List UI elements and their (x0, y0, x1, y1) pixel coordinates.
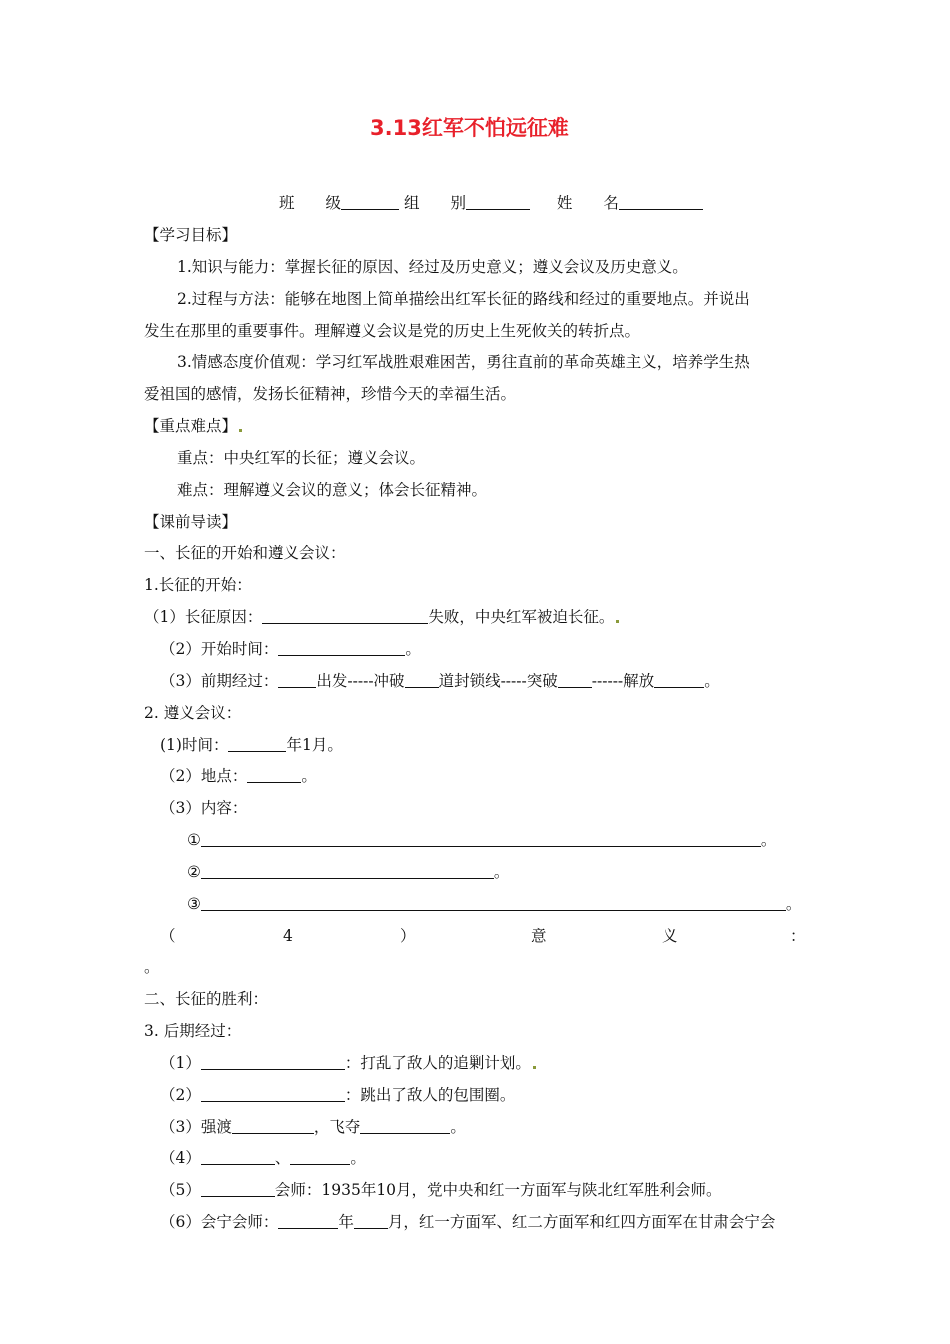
q1-reason: （1）长征原因： 失败，中央红军被迫长征。 (144, 607, 619, 627)
section-key: 【重点难点】 (144, 416, 242, 436)
later-1-blank[interactable] (201, 1053, 345, 1070)
liberate-blank[interactable] (654, 671, 704, 688)
later-4-blank-b[interactable] (290, 1148, 350, 1165)
blockade-count-blank[interactable] (405, 671, 439, 688)
significance-end: 。 (144, 958, 160, 976)
significance-paren-close: ） (400, 927, 416, 945)
goal-3-line2: 爱祖国的感情，发扬长征精神，珍惜今天的幸福生活。 (144, 385, 517, 403)
q1-time: （2）开始时间： 。 (160, 640, 421, 658)
page-title: 3.13红军不怕远征难 (370, 116, 569, 140)
class-blank[interactable] (341, 193, 399, 210)
q1-heading: 1.长征的开始： (144, 576, 252, 594)
zunyi-year-blank[interactable] (228, 735, 286, 752)
q1-process: （3）前期经过： 出发-----冲破 道封锁线-----突破 ------解放 。 (160, 672, 720, 690)
mark-dot (616, 620, 619, 623)
significance-char-2: 义 (662, 927, 678, 945)
significance-char-1: 意 (531, 927, 547, 945)
q2-content: （3）内容： (160, 799, 248, 817)
zunyi-place-blank[interactable] (247, 766, 301, 783)
huining-month-blank[interactable] (354, 1212, 388, 1229)
later-6: （6）会宁会师： 年 月，红一方面军、红二方面军和红四方面军在甘肃会宁会 (160, 1213, 776, 1231)
mark-dot (239, 429, 242, 432)
bridge-capture-blank[interactable] (360, 1117, 450, 1134)
goal-2-line1: 2.过程与方法：能够在地图上简单描绘出红军长征的路线和经过的重要地点。并说出 (177, 290, 750, 308)
breakthrough-blank[interactable] (558, 671, 592, 688)
later-3: （3）强渡 ，飞夺 。 (160, 1118, 466, 1136)
significance-paren-open: （ (160, 927, 176, 945)
river-crossing-blank[interactable] (232, 1117, 314, 1134)
q2-heading: 2. 遵义会议： (144, 704, 242, 722)
reason-blank[interactable] (262, 607, 428, 624)
group-label: 组 别 (403, 194, 466, 212)
student-info-line (279, 193, 703, 213)
later-2-blank[interactable] (201, 1085, 345, 1102)
mark-dot (533, 1066, 536, 1069)
later-4-blank-a[interactable] (201, 1148, 275, 1165)
start-time-blank[interactable] (278, 639, 405, 656)
depart-blank[interactable] (278, 671, 316, 688)
later-1: （1） ：打乱了敌人的追剿计划。 (160, 1053, 536, 1073)
later-5: （5） 会师：1935年10月，党中央和红一方面军与陕北红军胜利会师。 (160, 1181, 722, 1199)
content-3: ③ 。 (187, 895, 802, 913)
later-4: （4） 、 。 (160, 1149, 366, 1167)
part1-heading: 一、长征的开始和遵义会议： (144, 544, 346, 562)
content-2: ② 。 (187, 863, 510, 881)
q2-time: (1)时间： 年1月。 (160, 736, 343, 754)
section-preview: 【课前导读】 (144, 513, 238, 531)
content-1: ① 。 (187, 831, 777, 849)
significance-colon: ： (790, 927, 806, 945)
goal-1: 1.知识与能力：掌握长征的原因、经过及历史意义；遵义会议及历史意义。 (177, 258, 688, 276)
goal-2-line2: 发生在那里的重要事件。理解遵义会议是党的历史上生死攸关的转折点。 (144, 322, 641, 340)
significance-number: 4 (283, 927, 293, 945)
content-1-blank[interactable] (201, 830, 761, 847)
q3-heading: 3. 后期经过： (144, 1022, 242, 1040)
class-label: 班 级 (279, 194, 342, 212)
key-difficulty: 难点：理解遵义会议的意义；体会长征精神。 (177, 481, 488, 499)
huining-year-blank[interactable] (278, 1212, 338, 1229)
meeting-place-blank[interactable] (201, 1180, 275, 1197)
content-2-blank[interactable] (201, 862, 494, 879)
part2-heading: 二、长征的胜利： (144, 990, 269, 1008)
later-2: （2） ：跳出了敌人的包围圈。 (160, 1086, 516, 1104)
key-focus: 重点：中央红军的长征；遵义会议。 (177, 449, 426, 467)
q2-place: （2）地点： 。 (160, 767, 317, 785)
content-3-blank[interactable] (201, 894, 786, 911)
group-blank[interactable] (466, 193, 530, 210)
goal-3-line1: 3.情感态度价值观：学习红军战胜艰难困苦，勇往直前的革命英雄主义，培养学生热 (177, 353, 750, 371)
name-label: 姓 名 (556, 194, 619, 212)
section-goals: 【学习目标】 (144, 226, 238, 244)
name-blank[interactable] (619, 193, 703, 210)
